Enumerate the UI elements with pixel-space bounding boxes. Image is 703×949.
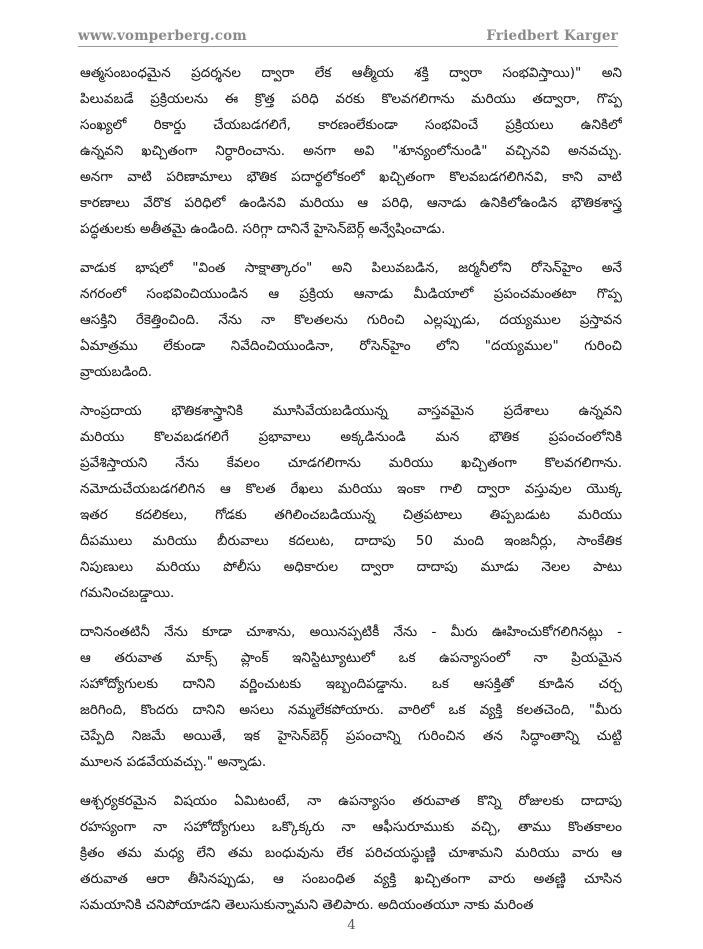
text-line: ఉన్నవని ఖచ్చితంగా నిర్ధారించాను. అనగా అవి "శూన్యంలోనుండి" వచ్చినవి అనవచ్చు. xyxy=(80,143,622,159)
body-text xyxy=(80,60,622,931)
text-line: దానినంతటినీ నేను కూడా చూశాను, అయినప్పటికీ నేను - మీరు ఊహించుకోగలిగినట్లు - xyxy=(80,624,622,640)
paragraph xyxy=(80,398,622,606)
author-name: Friedbert Karger xyxy=(486,28,618,44)
page-header xyxy=(78,26,618,47)
text-line: క్రితం తమ మధ్య లేని తమ బంధువును లేక పరిచయస్థుణ్ణి చూశామని మరియు వారు ఆ xyxy=(80,845,622,861)
text-line: గమనించబడ్డాయి. xyxy=(80,585,175,601)
text-line: ఆ తరువాత మాక్స్ ప్లాంక్ ఇనిస్టిట్యూటులో ఒక ఉపన్యాసంలో నా ప్రియమైన xyxy=(80,650,622,666)
text-line: ఆసక్తిని రేకెత్తించింది. నేను నా కొలతలను గురించి ఎల్లప్పుడు, దయ్యముల ప్రస్తావన xyxy=(80,312,622,328)
paragraph xyxy=(80,255,622,385)
text-line: నగరంలో సంభవించియుండిన ఆ ప్రక్రియ ఆనాడు మీడియాలో ప్రపంచమంతటా గొప్ప xyxy=(80,286,622,302)
text-line: ప్రవేశిస్తాయని నేను కేవలం చూడగలిగాను మరియు ఖచ్చితంగా కొలవగలిగాను. xyxy=(80,455,622,471)
text-line: మూలన పడవేయవచ్చు." అన్నాడు. xyxy=(80,754,267,770)
paragraph xyxy=(80,788,622,918)
text-line: దీపములు మరియు బీరువాలు కదలుట, దాదాపు 50 మంది ఇంజనీర్లు, సాంకేతిక xyxy=(80,533,622,549)
text-line: సహోద్యోగులకు దానిని వర్ణించుటకు ఇబ్బందిపడ్డాను. ఒక ఆసక్తితో కూడిన చర్చ xyxy=(80,676,622,692)
text-line: ఇతర కదలికలు, గోడకు తగిలించబడియున్న చిత్రపటాలు తిప్పబడుట మరియు xyxy=(80,507,622,523)
paragraph xyxy=(80,619,622,775)
text-line: పద్ధతులకు అతీతమై ఉండింది. సరిగ్గా దానినే హైసెన్‌బెర్గ్ అన్వేషించాడు. xyxy=(80,221,446,237)
text-line: మరియు కొలవబడగలిగే ప్రభావాలు అక్కడినుండి మన భౌతిక ప్రపంచంలోనికి xyxy=(80,429,622,445)
text-line: అనగా వాటి పరిణామాలు భౌతిక పదార్థలోకంలో ఖచ్చితంగా కొలవబడగలిగినవి, కాని వాటి xyxy=(80,169,622,185)
text-line: సంఖ్యలో రికార్డు చేయబడగలిగే, కారణంలేకుండా సంభవించే ప్రక్రియలు ఉనికిలో xyxy=(80,117,622,133)
paragraph xyxy=(80,60,622,242)
text-line: కారణాలు వేరొక పరిధిలో ఉండినవి మరియు ఆ పరిధి, ఆనాడు ఉనికిలోఉండిన భౌతికశాస్త్ర xyxy=(80,195,622,211)
site-url[interactable]: www.vomperberg.com xyxy=(78,28,247,44)
page-number: 4 xyxy=(347,918,356,933)
text-line: రహస్యంగా నా సహోద్యోగులు ఒక్కొక్కరు నా ఆఫీసురూముకు వచ్చి, తాము కొంతకాలం xyxy=(80,819,622,835)
text-line: పిలువబడే ప్రక్రియలను ఈ క్రొత్త పరిధి వరకు కొలవగలిగాను మరియు తద్వారా, గొప్ప xyxy=(80,91,622,107)
text-line: సాంప్రదాయ భౌతికశాస్త్రానికి మూసివేయబడియున్న వాస్తవమైన ప్రదేశాలు ఉన్నవని xyxy=(80,403,622,419)
text-line: నమోదుచేయబడగలిగిన ఆ కొలత రేఖలు మరియు ఇంకా గాలి ద్వారా వస్తువుల యొక్క xyxy=(80,481,622,497)
text-line: నిపుణులు మరియు పోలీసు అధికారుల ద్వారా దాదాపు మూడు నెలల పాటు xyxy=(80,559,622,575)
text-line: జరిగింది, కొందరు దానిని అసలు నమ్మలేకపోయారు. వారిలో ఒక వ్యక్తి కలతచెంది, "మీరు xyxy=(80,702,622,718)
text-line: ఆత్మసంబంధమైన ప్రదర్శనల ద్వారా లేక ఆత్మీయ శక్తి ద్వారా సంభవిస్తాయి)" అని xyxy=(80,65,622,81)
text-line: వ్రాయబడింది. xyxy=(80,364,153,380)
text-line: సమయానికి చనిపోయాడని తెలుసుకున్నామని తెలిపారు. అదియంతయూ నాకు మరింత xyxy=(80,897,534,913)
text-line: వాడుక భాషలో "వింత సాక్షాత్కారం" అని పిలువబడిన, జర్మనీలోని రోసెన్‌హైం అనే xyxy=(80,260,622,276)
text-line: చెప్పేది నిజమే అయితే, ఇక హైసెన్‌బెర్గ్ ప్రపంచాన్ని గురించిన తన సిద్ధాంతాన్ని చుట్టి xyxy=(80,728,622,744)
text-line: తరువాత ఆరా తీసినప్పుడు, ఆ సంబంధిత వ్యక్తి ఖచ్చితంగా వారు అతణ్ణి చూసిన xyxy=(80,871,622,887)
text-line: ఏమాత్రము లేకుండా నివేదించియుండినా, రోసెన్‌హైం లోని "దయ్యముల" గురించి xyxy=(80,338,622,354)
text-line: ఆశ్చర్యకరమైన విషయం ఏమిటంటే, నా ఉపన్యాసం తరువాత కొన్ని రోజులకు దాదాపు xyxy=(80,793,622,809)
